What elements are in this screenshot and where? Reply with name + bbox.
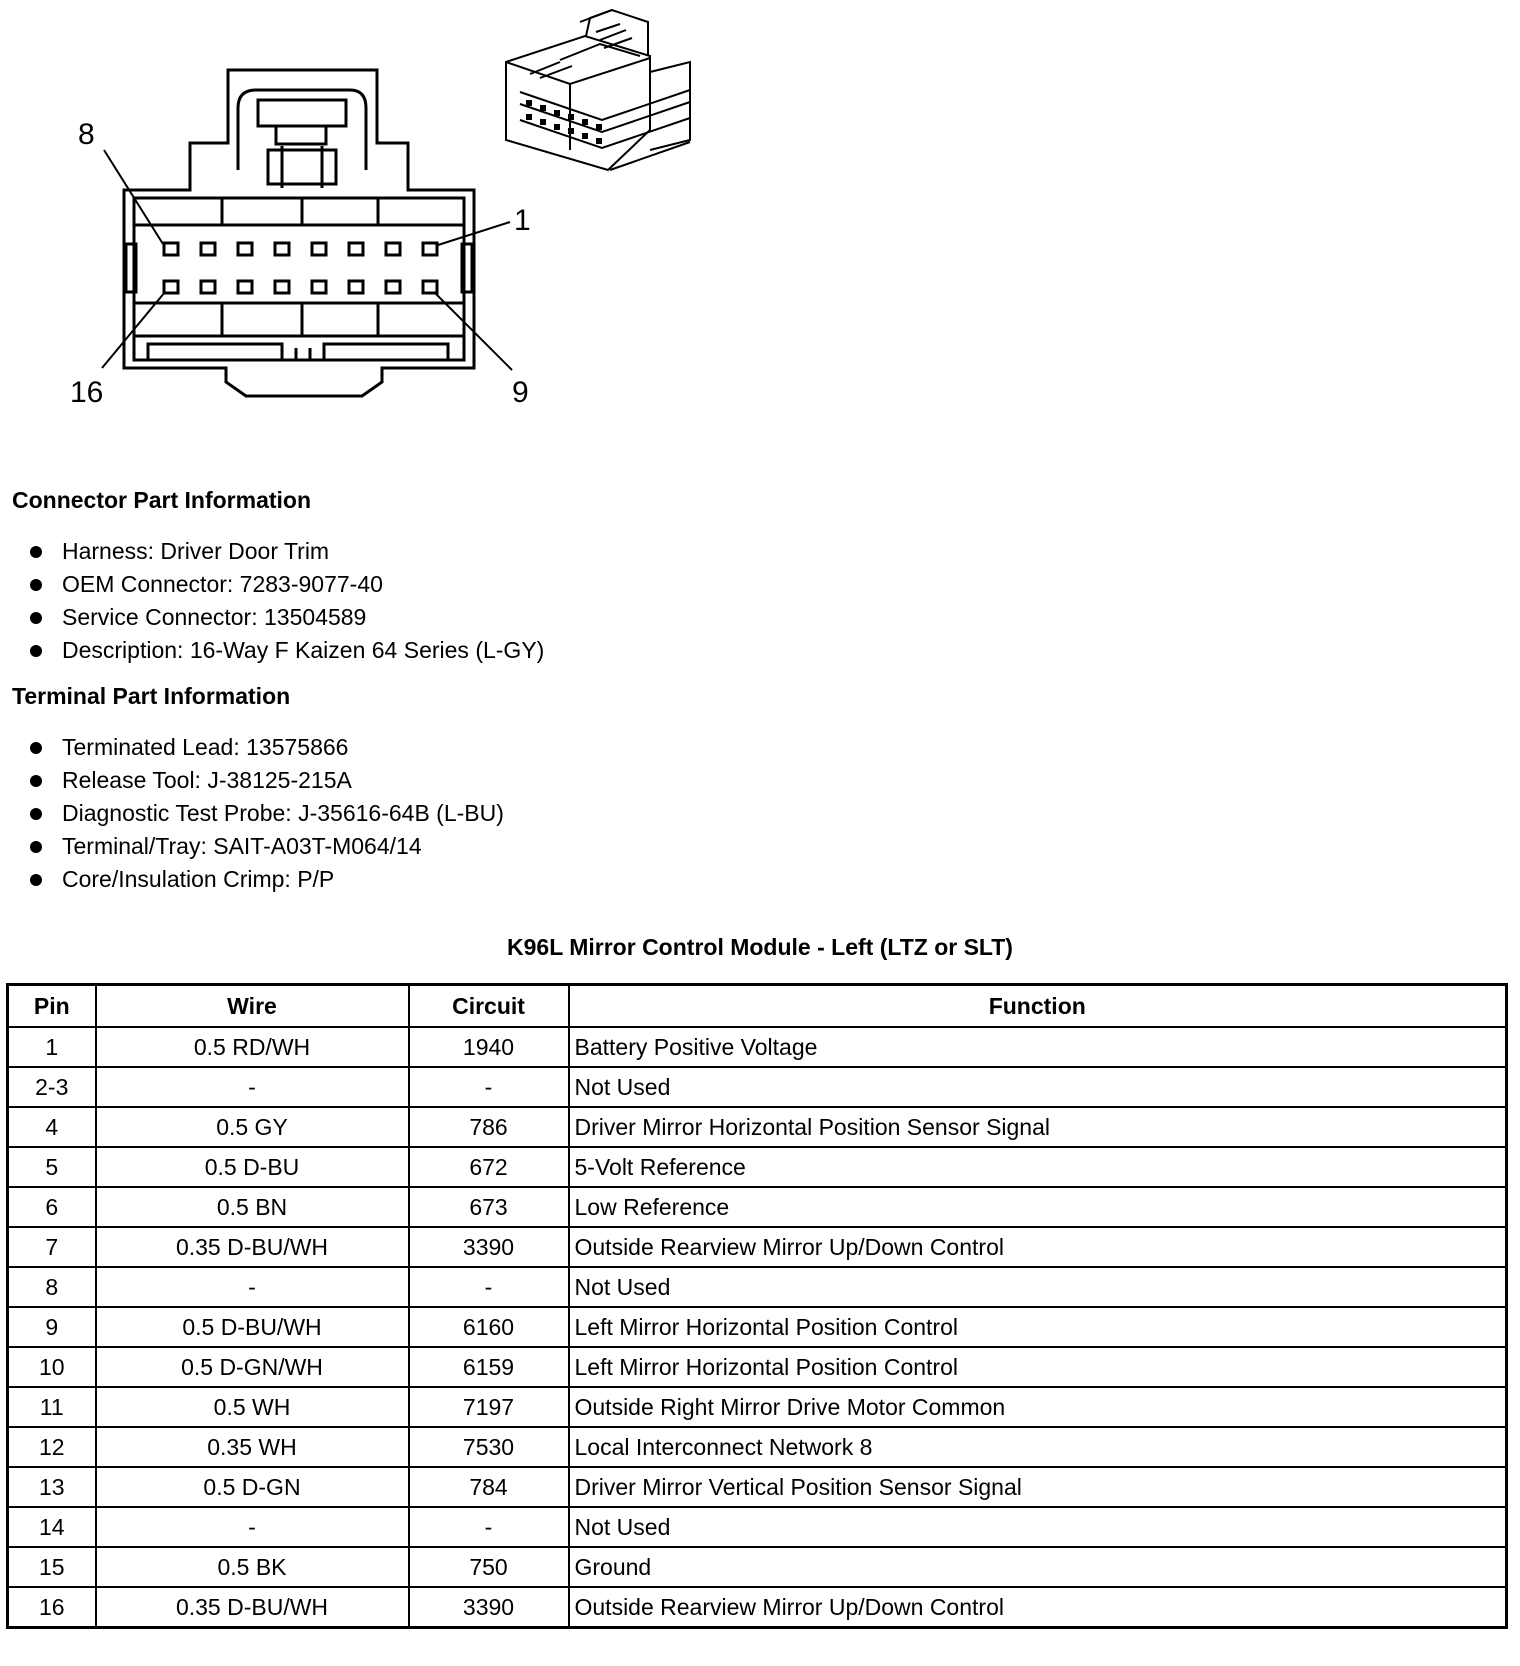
cell-circuit: 750 xyxy=(409,1547,569,1587)
cell-wire: 0.5 RD/WH xyxy=(96,1027,409,1067)
table-row xyxy=(8,1387,1507,1427)
list-item: Core/Insulation Crimp: P/P xyxy=(28,863,504,896)
cell-circuit: 786 xyxy=(409,1107,569,1147)
column-header-circuit: Circuit xyxy=(409,985,569,1028)
pin-table xyxy=(6,983,1508,1629)
table-row xyxy=(8,1347,1507,1387)
cell-pin: 16 xyxy=(8,1587,96,1628)
pin-label-1: 1 xyxy=(514,204,531,237)
table-row xyxy=(8,1107,1507,1147)
cell-function: Outside Right Mirror Drive Motor Common xyxy=(569,1387,1507,1427)
cell-function: Ground xyxy=(569,1547,1507,1587)
cell-function: Left Mirror Horizontal Position Control xyxy=(569,1347,1507,1387)
connector-part-info-heading: Connector Part Information xyxy=(12,487,312,513)
cell-circuit: 1940 xyxy=(409,1027,569,1067)
table-row xyxy=(8,1267,1507,1307)
cell-wire: - xyxy=(96,1507,409,1547)
cell-wire: 0.5 BK xyxy=(96,1547,409,1587)
cell-pin: 11 xyxy=(8,1387,96,1427)
list-item: Terminal/Tray: SAIT-A03T-M064/14 xyxy=(28,830,504,863)
table-row xyxy=(8,1027,1507,1067)
cell-wire: 0.5 GY xyxy=(96,1107,409,1147)
cell-circuit: 3390 xyxy=(409,1587,569,1628)
cell-pin: 12 xyxy=(8,1427,96,1467)
cell-pin: 8 xyxy=(8,1267,96,1307)
cell-wire: - xyxy=(96,1067,409,1107)
pin-label-16: 16 xyxy=(70,376,104,409)
cell-circuit: 7530 xyxy=(409,1427,569,1467)
cell-pin: 14 xyxy=(8,1507,96,1547)
cell-pin: 4 xyxy=(8,1107,96,1147)
cell-pin: 2-3 xyxy=(8,1067,96,1107)
cell-circuit: - xyxy=(409,1507,569,1547)
cell-function: Local Interconnect Network 8 xyxy=(569,1427,1507,1467)
cell-pin: 15 xyxy=(8,1547,96,1587)
table-row xyxy=(8,1147,1507,1187)
table-row xyxy=(8,1307,1507,1347)
cell-function: Driver Mirror Horizontal Position Sensor Signal xyxy=(569,1107,1507,1147)
cell-wire: 0.35 WH xyxy=(96,1427,409,1467)
connector-face-outline xyxy=(124,70,474,396)
list-item: Service Connector: 13504589 xyxy=(28,601,544,634)
cell-pin: 5 xyxy=(8,1147,96,1187)
terminal-part-info-list xyxy=(28,731,504,896)
terminal-part-info-heading: Terminal Part Information xyxy=(12,683,291,709)
cell-function: Battery Positive Voltage xyxy=(569,1027,1507,1067)
column-header-wire: Wire xyxy=(96,985,409,1028)
pin-cavities-row-1 xyxy=(164,243,437,255)
cell-circuit: 784 xyxy=(409,1467,569,1507)
cell-function: Outside Rearview Mirror Up/Down Control xyxy=(569,1587,1507,1628)
cell-wire: 0.5 D-BU/WH xyxy=(96,1307,409,1347)
cell-pin: 1 xyxy=(8,1027,96,1067)
cell-circuit: 3390 xyxy=(409,1227,569,1267)
cell-circuit: 673 xyxy=(409,1187,569,1227)
cell-circuit: 672 xyxy=(409,1147,569,1187)
cell-wire: 0.5 D-GN xyxy=(96,1467,409,1507)
list-item: Terminated Lead: 13575866 xyxy=(28,731,504,764)
list-item: Release Tool: J-38125-215A xyxy=(28,764,504,797)
column-header-pin: Pin xyxy=(8,985,96,1028)
table-row xyxy=(8,1067,1507,1107)
column-header-function: Function xyxy=(569,985,1507,1028)
cell-circuit: 6160 xyxy=(409,1307,569,1347)
cell-wire: 0.5 D-BU xyxy=(96,1147,409,1187)
cell-wire: 0.5 BN xyxy=(96,1187,409,1227)
cell-circuit: 7197 xyxy=(409,1387,569,1427)
table-row xyxy=(8,1427,1507,1467)
cell-pin: 9 xyxy=(8,1307,96,1347)
pin-label-9: 9 xyxy=(512,376,529,409)
table-row xyxy=(8,1187,1507,1227)
cell-pin: 10 xyxy=(8,1347,96,1387)
cell-pin: 6 xyxy=(8,1187,96,1227)
pin-label-8: 8 xyxy=(78,118,95,151)
table-row xyxy=(8,1547,1507,1587)
list-item: Harness: Driver Door Trim xyxy=(28,535,544,568)
table-row xyxy=(8,1507,1507,1547)
cell-function: Not Used xyxy=(569,1267,1507,1307)
cell-wire: - xyxy=(96,1267,409,1307)
cell-function: Left Mirror Horizontal Position Control xyxy=(569,1307,1507,1347)
table-row xyxy=(8,1587,1507,1628)
connector-3d-illustration xyxy=(506,10,690,170)
connector-part-info-list xyxy=(28,535,544,667)
cell-circuit: - xyxy=(409,1067,569,1107)
list-item: Diagnostic Test Probe: J-35616-64B (L-BU) xyxy=(28,797,504,830)
cell-circuit: - xyxy=(409,1267,569,1307)
cell-function: Not Used xyxy=(569,1507,1507,1547)
pin-table-caption: K96L Mirror Control Module - Left (LTZ or SLT) xyxy=(507,934,1013,960)
cell-wire: 0.5 WH xyxy=(96,1387,409,1427)
cell-wire: 0.5 D-GN/WH xyxy=(96,1347,409,1387)
table-header-row xyxy=(8,985,1507,1028)
pin-cavities-row-2 xyxy=(164,281,437,293)
table-row xyxy=(8,1227,1507,1267)
cell-wire: 0.35 D-BU/WH xyxy=(96,1587,409,1628)
cell-function: Low Reference xyxy=(569,1187,1507,1227)
cell-circuit: 6159 xyxy=(409,1347,569,1387)
list-item: OEM Connector: 7283-9077-40 xyxy=(28,568,544,601)
cell-function: Not Used xyxy=(569,1067,1507,1107)
cell-function: Driver Mirror Vertical Position Sensor Signal xyxy=(569,1467,1507,1507)
connector-diagram xyxy=(0,0,1520,440)
cell-pin: 7 xyxy=(8,1227,96,1267)
cell-pin: 13 xyxy=(8,1467,96,1507)
list-item: Description: 16-Way F Kaizen 64 Series (L-GY) xyxy=(28,634,544,667)
cell-wire: 0.35 D-BU/WH xyxy=(96,1227,409,1267)
table-row xyxy=(8,1467,1507,1507)
cell-function: Outside Rearview Mirror Up/Down Control xyxy=(569,1227,1507,1267)
cell-function: 5-Volt Reference xyxy=(569,1147,1507,1187)
